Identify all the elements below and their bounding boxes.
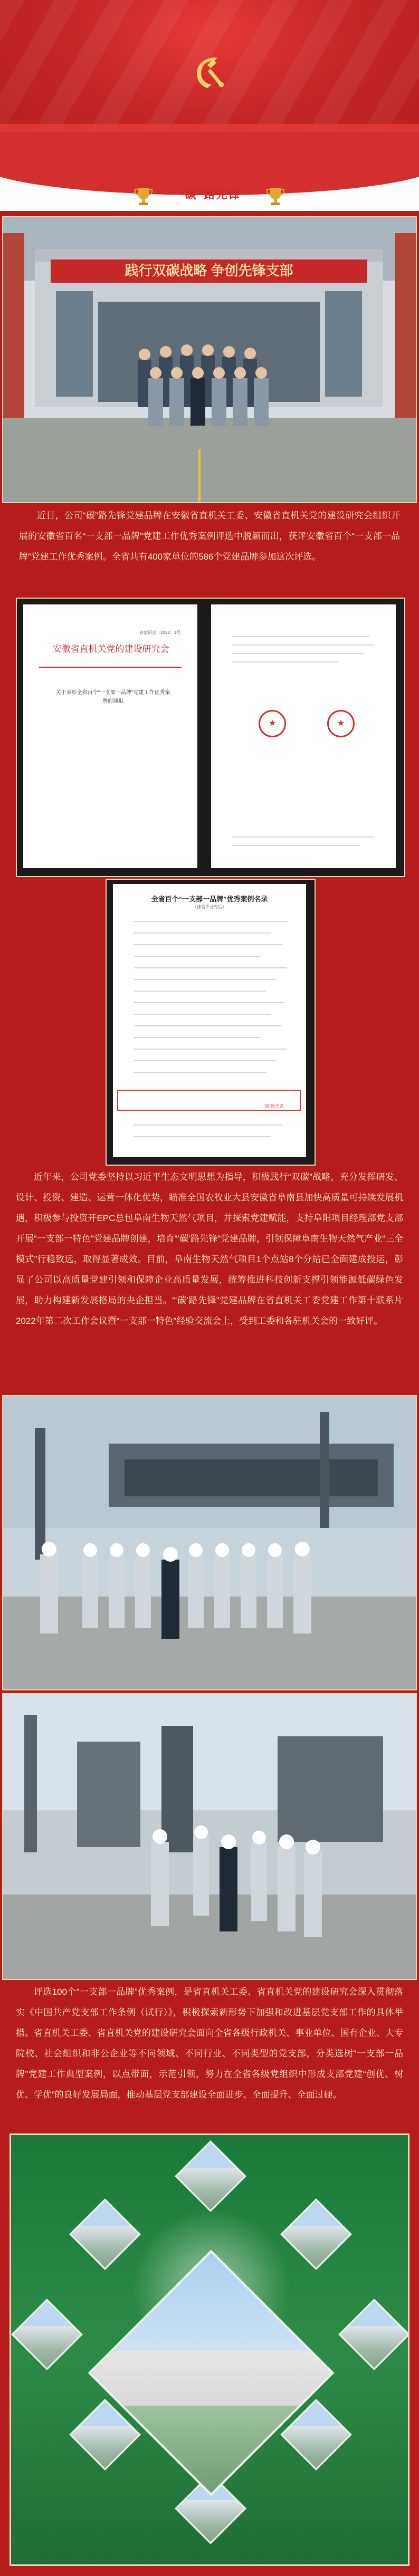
document-number: 省建研会〔2022〕1号 [139, 630, 181, 635]
document-red-line [39, 667, 182, 668]
banner-title: “碳”路先锋 [178, 189, 241, 201]
document-org-title: 安徽省直机关党的建设研究会 [52, 644, 169, 655]
group-photo-plant [2, 1395, 417, 1690]
gallery-thumbnail [175, 2140, 246, 2212]
project-gallery [9, 2133, 410, 2566]
gallery-thumbnail [69, 2198, 141, 2270]
official-seal-icon [259, 710, 286, 737]
summary-paragraph: 评选100个“一支部一品牌”优秀案例，是省直机关工委、省直机关党的建设研究会深入贯彻落实《中国共产党支部工作条例（试行）》，积极探索新形势下加强和改进基层党支部工作的具体举措。省直机关工委、省直机关党的建设研究会面向全省各级行政机关、事业单位、国有企业、大专院校、社会组织和非公企业等不同领域、不同行业、不同类型的党支部，分类选树“一支部一品牌”党建工作典型案例，以点带面，示范引领，努力在全省各级党组织中形成支部党建“创优、树优、学优”的良好发展局面，推动基层党支部建设全面进步、全面提升、全面过硬。 [16, 1987, 403, 2100]
official-seal-icon [327, 710, 355, 737]
document-subtitle: 关于表彰全省百个“一支部一品牌”党建工作优秀案例的通报 [55, 690, 170, 704]
case-list-title: 全省百个“一支部一品牌”优秀案例名录 [151, 895, 268, 903]
party-emblem-icon [188, 50, 231, 92]
award-notice-page-2 [211, 604, 396, 868]
photo-sign-text: 践行双碳战略 争创先锋支部 [125, 263, 293, 278]
case-list-subtitle: （排名不分先后） [193, 905, 226, 909]
intro-paragraph: 近日，公司“碳”路先锋党建品牌在安徽省直机关工委、安徽省直机关党的建设研究会组织开展的安徽省百名“一支部一品牌”党建工作优秀案例评选中脱颖而出，获评安徽省百个“一支部一品牌”党建工作优秀案例。全省共有400家单位的586个党建品牌参加这次评选。 [19, 511, 400, 562]
gallery-thumbnail [280, 2198, 352, 2270]
group-photo-office [2, 216, 417, 503]
award-notice-page [23, 604, 197, 868]
inspection-photo-plant [2, 1693, 417, 1980]
background-paragraph: 近年来，公司党委坚持以习近平生态文明思想为指导，积极践行“双碳”战略，充分发挥研发、设计、投资、建造、运营一体化优势，瞄准全国农牧业大县安徽省阜南县加快高质量可持续发展机遇，积极参与投资开EPC总包阜南生物天然气项目，并探索党建赋能，支持阜阳项目经理部党支部开展“一支部一特色”党建品牌创建，培育“‘碳’路先锋”党建品牌，引领保障阜南生物天然气产业“三全模式”行稳致远，取得显著成效。目前，阜南生物天然气项目1个点站8个分站已全面建成投运，彰显了公司以高质量党建引领和保障企业高质量发展，统筹推进科技创新支撑引领能源低碳绿色发展，助力构建新发展格局的央企担当。“‘碳’路先锋”党建品牌在省直机关工委党建工作第十联系片2022年第二次工作会议暨“一支部一特色”经验交流会上，受到工委和各驻机关会的一致好评。 [16, 1172, 403, 1326]
header-banner [0, 0, 419, 211]
gallery-thumbnail [338, 2299, 410, 2370]
gallery-thumbnail [11, 2299, 83, 2370]
highlighted-case-label: “碳”路先锋 [264, 1104, 284, 1109]
gallery-center-photo [88, 2250, 335, 2496]
trophy-icon [266, 186, 284, 207]
trophy-icon [135, 186, 153, 207]
case-list-page [113, 884, 306, 1157]
